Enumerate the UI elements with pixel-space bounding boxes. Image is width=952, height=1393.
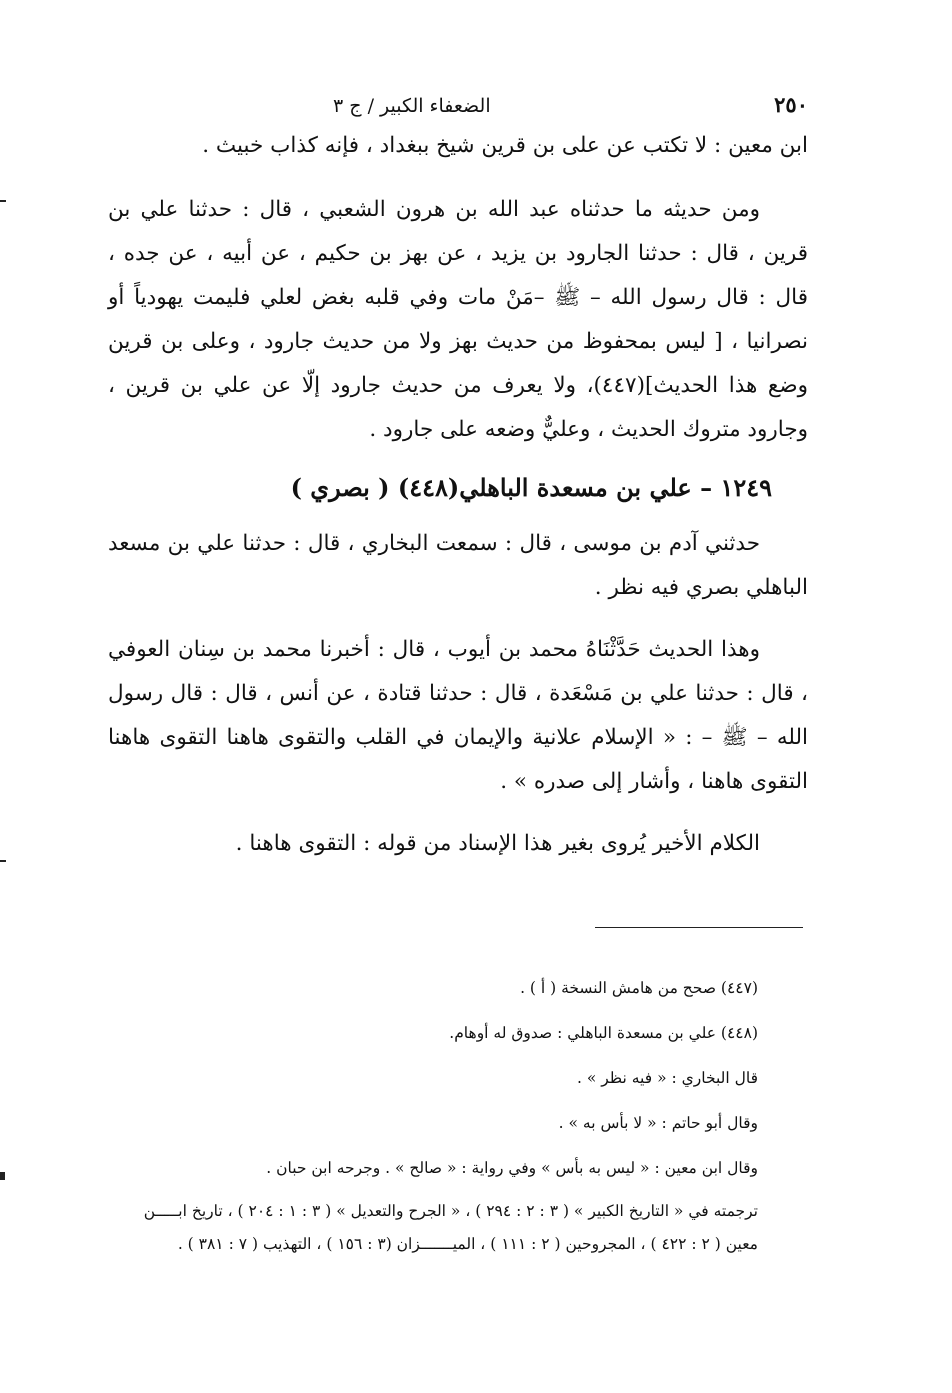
footnote-448-abu-hatim: وقال أبو حاتم : « لا بأس به » .: [558, 1114, 758, 1132]
footnotes: [108, 966, 808, 1261]
paragraph-3: حدثني آدم بن موسى ، قال : سمعت البخاري ، قال : حدثنا علي بن مسعد الباهلي بصري فيه نظر .: [108, 531, 808, 600]
footnote-448-ibn-main: وقال ابن معين : « ليس به بأس » وفي رواية : « صالح » . وجرحه ابن حبان .: [266, 1159, 758, 1177]
margin-mark: [0, 1172, 5, 1180]
footnote-447: (٤٤٧) صحح من هامش النسخة ( أ ) .: [520, 979, 758, 997]
footnote-divider: [595, 927, 803, 928]
margin-mark: [0, 860, 6, 862]
page-content: [108, 92, 808, 866]
page-number: ٢٥٠: [774, 92, 808, 117]
paragraph-1: ابن معين : لا تكتب عن على بن قرين شيخ ببغداد ، فإنه كذاب خبيث .: [202, 133, 808, 158]
paragraph-5: الكلام الأخير يُروى بغير هذا الإسناد من قوله : التقوى هاهنا .: [235, 831, 760, 856]
running-title: الضعفاء الكبير / ج ٣: [333, 95, 491, 117]
footnote-448-references: ترجمته في « التاريخ الكبير » ( ٣ : ٢ : ٢٩٤ ) ، « الجرح والتعديل » ( ٣ : ١ : ٢٠٤ ) ، تاريخ ابـــــن معين ( ٢ : ٤٢٢ ) ، المجروحين ( ٢ : ١١١ ) ، الميـــــــزان (٣ : ١٥٦ ) ، التهذيب ( ٧ : ٣٨١ ) .: [143, 1202, 758, 1253]
margin-mark: [0, 200, 6, 202]
running-header: [108, 92, 808, 124]
footnote-448-bukhari: قال البخاري : « فيه نظر » .: [576, 1069, 758, 1087]
paragraph-2: ومن حديثه ما حدثناه عبد الله بن هرون الشعبي ، قال : حدثنا علي بن قرين ، قال : حدثنا الجارود بن يزيد ، عن بهز بن حكيم ، عن أبيه ، عن جده ، قال : قال رسول الله – ﷺ –مَنْ مات وفي قلبه بغض لعلي فليمت يهودياً أو نصرانيا ، [ ليس بمحفوظ من حديث بهز ولا من حديث جارود ، وعلى بن قرين وضع هذا الحديث](٤٤٧)، ولا يعرف من حديث جارود إلّا عن علي بن قرين ، وجارود متروك الحديث ، وعليٌّ وضعه على جارود .: [108, 197, 809, 442]
entry-heading: ١٢٤٩ – علي بن مسعدة الباهلي(٤٤٨) ( بصري ): [290, 473, 772, 502]
footnote-448: (٤٤٨) علي بن مسعدة الباهلي : صدوق له أوهام.: [449, 1024, 758, 1042]
paragraph-4: وهذا الحديث حَدَّثْنَاهُ محمد بن أيوب ، قال : أخبرنا محمد بن سِنان العوفي ، قال : حدثنا علي بن مَسْعَدة ، قال : حدثنا قتادة ، عن أنس ، قال : قال رسول الله – ﷺ – : « الإسلام علانية والإيمان في القلب والتقوى هاهنا التقوى هاهنا التقوى هاهنا ، وأشار إلى صدره » .: [108, 637, 808, 794]
